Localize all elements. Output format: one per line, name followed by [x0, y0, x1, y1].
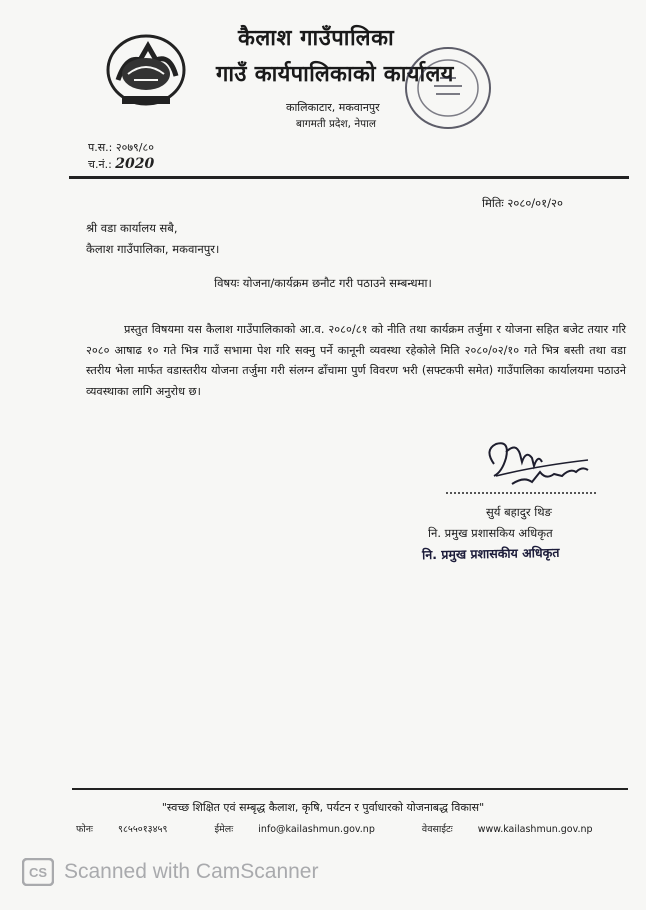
camscanner-logo-icon: [22, 858, 54, 886]
recipient-line2: कैलाश गाउँपालिका, मकवानपुर।: [86, 242, 220, 256]
reference-cn: च.नं.: 2020: [88, 156, 155, 172]
letter-date: मितिः २०८०/०१/२०: [482, 196, 563, 210]
footer-contact: [76, 822, 637, 835]
letter-date-value: २०८०/०१/२०: [507, 196, 563, 210]
footer-motto: "स्वच्छ शिक्षित एवं सम्बृद्ध कैलाश, कृषि, पर्यटन र पुर्वाधारको योजनाबद्ध विकास": [161, 801, 485, 814]
signer-stamp: नि. प्रमुख प्रशासकीय अधिकृत: [421, 544, 560, 563]
recipient-line1: श्री वडा कार्यालय सबै,: [86, 221, 178, 235]
camscanner-watermark: Scanned with CamScanner: [64, 860, 319, 883]
reference-ps-value: २०७९/८०: [115, 141, 154, 154]
reference-ps: प.स.: २०७९/८०: [88, 141, 154, 154]
address-line2: बागमती प्रदेश, नेपाल: [296, 118, 376, 130]
handwritten-signature: [476, 432, 596, 498]
nepal-emblem-icon: [104, 30, 188, 108]
reference-cn-value: 2020: [115, 156, 155, 172]
footer-email: ईमेलः info@kailashmun.gov.np: [214, 824, 375, 835]
office-name: गाउँ कार्यपालिकाको कार्यालय: [216, 62, 454, 87]
footer-website: वेवसाईटः www.kailashmun.gov.np: [421, 824, 593, 835]
address-line1: कालिकाटार, मकवानपुर: [286, 101, 380, 114]
office-seal-icon: [400, 42, 496, 134]
letter-subject: विषयः योजना/कार्यक्रम छनौट गरी पठाउने सम्बन्धमा।: [214, 276, 432, 290]
org-name: कैलाश गाउँपालिका: [238, 26, 395, 51]
footer-divider: [72, 788, 628, 790]
header-divider: [69, 176, 629, 179]
signer-name: सुर्य बहादुर थिङ: [486, 505, 552, 519]
footer-phone: फोनः ९८५५०१३४५९: [76, 824, 168, 835]
svg-text:CS: CS: [28, 865, 48, 880]
signer-title: नि. प्रमुख प्रशासकिय अधिकृत: [428, 526, 553, 540]
letter-body: प्रस्तुत विषयमा यस कैलाश गाउँपालिकाको आ.व. २०८०/८१ को नीति तथा कार्यक्रम तर्जुमा र योजना सहित बजेट तयार गरि २०८० आषाढ १० गते भित्र गाउँ सभामा पेश गरि सक्नु पर्ने कानूनी व्यवस्था रहेकोले मिति २०८०/०२/१० गते भित्र बस्ती तथा वडा स्तरीय भेला मार्फत वडास्तरीय योजना तर्जुमा गरी संलग्न ढाँचामा पुर्ण विवरण भरी (सफ्टकपी समेत) गाउँपालिका कार्यालयमा पठाउने व्यवस्थाका लागि अनुरोध छ।: [86, 323, 626, 398]
signature-line: [446, 492, 596, 494]
